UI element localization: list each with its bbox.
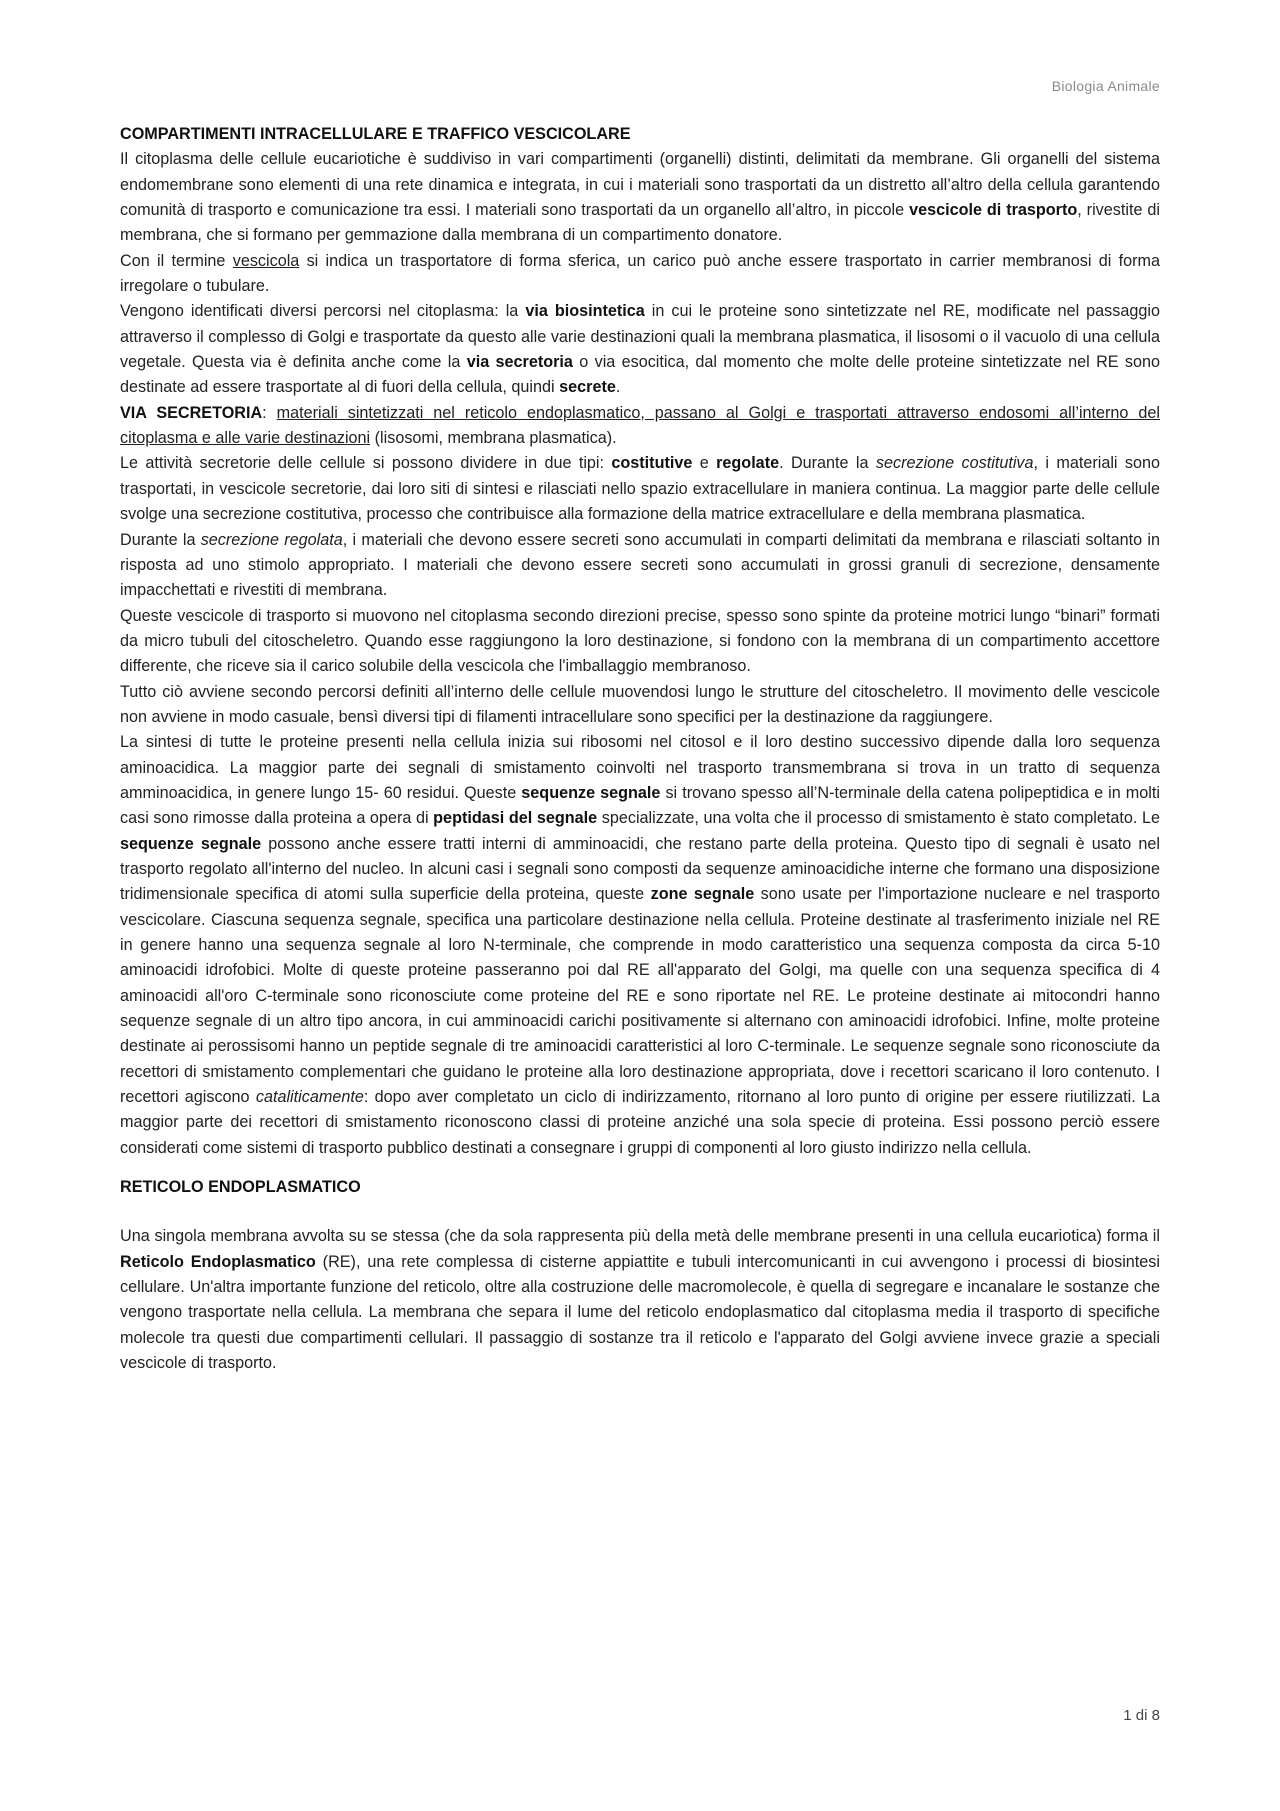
page-number: 1 di 8 — [1123, 1707, 1160, 1724]
bold-term: zone segnale — [650, 885, 755, 904]
italic-term: cataliticamente — [255, 1088, 364, 1107]
paragraph — [120, 299, 1160, 400]
running-head: Biologia Animale — [1051, 78, 1160, 94]
text-run: si trovano spesso all’N-terminale della catena polipeptidica e in molti casi sono rimosse dalla proteina a opera di — [120, 783, 1160, 828]
text-run: Le attività secretorie delle cellule si possono dividere in due tipi: — [120, 454, 612, 473]
bold-term: via secretoria — [466, 353, 573, 372]
text-run: . — [615, 378, 621, 397]
text-run: (RE), una rete complessa di cisterne appiattite e tubuli intercomunicanti in cui avvengono i processi di biosintesi cellulare. Un'altra importante funzione del reticolo, oltre alla costruzione delle macromolecole, è quella di segregare e incanalare le sostanze che vengono trasportate nella cellula. La membrana che separa il lume del reticolo endoplasmatico dal citoplasma media il trasporto di specifiche molecole tra questi due compartimenti cellulari. Il passaggio di sostanze tra il reticolo e l'apparato del Golgi avviene invece grazie a speciali vescicole di trasporto. — [120, 1252, 1160, 1373]
bold-term: secrete — [559, 378, 616, 397]
text-run: La sintesi di tutte le proteine presenti nella cellula inizia sui ribosomi nel citosol e il loro destino successivo dipende dalla loro sequenza aminoacidica. La maggior parte dei segnali di smistamento coinvolti nel trasporto transmembrana si trova in un tratto di sequenza amminoacidica, in genere lungo 15- 60 residui. Queste — [120, 733, 1160, 802]
paragraph — [120, 147, 1160, 248]
section-heading-compartimenti: COMPARTIMENTI INTRACELLULARE E TRAFFICO VESCICOLARE — [120, 125, 631, 143]
text-run: Il citoplasma delle cellule eucariotiche è suddiviso in vari compartimenti (organelli) distinti, delimitati da membrane. Gli organelli del sistema endomembrane sono elementi di una rete dinamica e integrata, in cui i materiali sono trasportati da un distretto all’altro della cellula garantendo comunità di trasporto e comunicazione tra essi. I materiali sono trasportati da un organello all’altro, in piccole — [120, 150, 1160, 220]
text-run: , i materiali sono trasportati, in vescicole secretorie, dai loro siti di sintesi e rilasciati nello spazio extracellulare in maniera continua. La maggior parte delle cellule svolge una secrezione costitutiva, processo che contribuisce alla formazione della matrice extracellulare e della membrana plasmatica. — [120, 454, 1160, 524]
text-run: Vengono identificati diversi percorsi nel citoplasma: la — [120, 302, 526, 321]
bold-term: VIA SECRETORIA — [120, 403, 263, 422]
text-run: : — [262, 403, 277, 422]
text-run: in cui le proteine sono sintetizzate nel RE, modificate nel passaggio attraverso il complesso di Golgi e trasportate da questo alle varie destinazioni quali la membrana plasmatica, il lisosomi o il vacuolo di una cellula vegetale. Questa via è definita anche come la — [120, 302, 1160, 372]
spacer — [120, 1161, 1160, 1175]
spacer — [120, 1200, 1160, 1224]
paragraph — [120, 451, 1160, 527]
text-run: (lisosomi, membrana plasmatica). — [370, 429, 617, 448]
text-run: Con il termine — [120, 251, 233, 270]
text-run: : dopo aver completato un ciclo di indirizzamento, ritornano al loro punto di origine per essere riutilizzati. La maggior parte dei recettori di smistamento riconoscono classi di proteine anziché una sola specie di proteina. Essi possono perciò essere considerati come sistemi di trasporto pubblico destinati a consegnare i gruppi di componenti al loro giusto indirizzo nella cellula. — [120, 1088, 1160, 1157]
text-run: , rivestite di membrana, che si formano per gemmazione dalla membrana di un compartimento donatore. — [120, 201, 1160, 245]
bold-term: sequenze segnale — [521, 783, 661, 802]
paragraph — [120, 249, 1160, 300]
section-heading-reticolo: RETICOLO ENDOPLASMATICO — [120, 1178, 361, 1197]
paragraph: Tutto ciò avviene secondo percorsi definiti all’interno delle cellule muovendosi lungo le strutture del citoscheletro. Il movimento delle vescicole non avviene in modo casuale, bensì diversi tipi di filamenti intracellulare sono specifici per la destinazione da raggiungere. — [120, 682, 1160, 726]
bold-term: peptidasi del segnale — [433, 809, 598, 828]
italic-term: secrezione regolata — [200, 530, 343, 549]
text-run: Durante la — [120, 530, 201, 549]
text-run: e — [692, 454, 717, 473]
bold-term: regolate — [716, 454, 780, 473]
text-run: . Durante la — [779, 454, 876, 473]
bold-term: Reticolo Endoplasmatico — [120, 1252, 316, 1271]
paragraph — [120, 1224, 1160, 1376]
paragraph — [120, 401, 1160, 452]
bold-term: via biosintetica — [525, 302, 645, 321]
text-run: sono usate per l'importazione nucleare e nel trasporto vescicolare. Ciascuna sequenza segnale, specifica una particolare destinazione nella cellula. Proteine destinate al trasferimento iniziale nel RE in genere hanno una sequenza segnale al loro N-terminale, che comprende in modo caratteristico una sequenza composta da circa 5-10 aminoacidi idrofobici. Molte di queste proteine passeranno poi dal RE all'apparato del Golgi, ma quelle con una sequenza specifica di 4 aminoacidi all'oro C-terminale sono riconosciute come proteine del RE e sono riportate nel RE. Le proteine destinate ai mitocondri hanno sequenze segnale di un altro tipo ancora, in cui amminoacidi carichi positivamente si alternano con aminoacidi idrofobici. Infine, molte proteine destinate ai perossisomi hanno un peptide segnale di tre aminoacidi caratteristici al loro C-terminale. Le sequenze segnale sono riconosciute da recettori di smistamento complementari che guidano le proteine alla loro destinazione appropriata, dove i recettori scaricano il loro contenuto. I recettori agiscono — [120, 885, 1160, 1107]
bold-term: costitutive — [611, 454, 693, 473]
paragraph — [120, 528, 1160, 604]
text-run: Una singola membrana avvolta su se stessa (che da sola rappresenta più della metà delle membrane presenti in una cellula eucariotica) forma il — [120, 1227, 1160, 1246]
page-content — [120, 122, 1160, 1377]
text-run: possono anche essere tratti interni di amminoacidi, che restano parte della proteina. Questo tipo di segnali è usato nel trasporto regolato all'interno del nucleo. In alcuni casi i segnali sono composti da sequenze aminoacidiche interne che formano una disposizione tridimensionale specifica di atomi sulla superficie della proteina, queste — [120, 834, 1160, 904]
italic-term: secrezione costitutiva — [875, 454, 1034, 473]
text-run: specializzate, una volta che il processo di smistamento è stato completato. Le — [597, 809, 1160, 828]
paragraph — [120, 730, 1160, 1161]
underlined-phrase: materiali sintetizzati nel reticolo endoplasmatico, passano al Golgi e trasportati attraverso endosomi all’interno del citoplasma e alle varie destinazioni — [120, 403, 1160, 448]
text-run: , i materiali che devono essere secreti sono accumulati in comparti delimitati da membrana e rilasciati soltanto in risposta ad uno stimolo appropriato. I materiali che devono essere secreti sono accumulati in grossi granuli di secrezione, densamente impacchettati e rivestiti di membrana. — [120, 530, 1160, 600]
bold-term: sequenze segnale — [120, 834, 262, 853]
paragraph: Queste vescicole di trasporto si muovono nel citoplasma secondo direzioni precise, spesso sono spinte da proteine motrici lungo “binari” formati da micro tubuli del citoscheletro. Quando esse raggiungono la loro destinazione, si fondono con la membrana di un compartimento accettore differente, che riceve sia il carico solubile della vescicola che l'imballaggio membranoso. — [120, 606, 1160, 676]
bold-term: vescicole di trasporto — [909, 201, 1078, 220]
text-run: o via esocitica, dal momento che molte delle proteine sintetizzate nel RE sono destinate ad essere trasportate al di fuori della cellula, quindi — [120, 353, 1160, 397]
underlined-term: vescicola — [232, 251, 300, 270]
text-run: si indica un trasportatore di forma sferica, un carico può anche essere trasportato in carrier membranosi di forma irregolare o tubulare. — [120, 251, 1161, 296]
